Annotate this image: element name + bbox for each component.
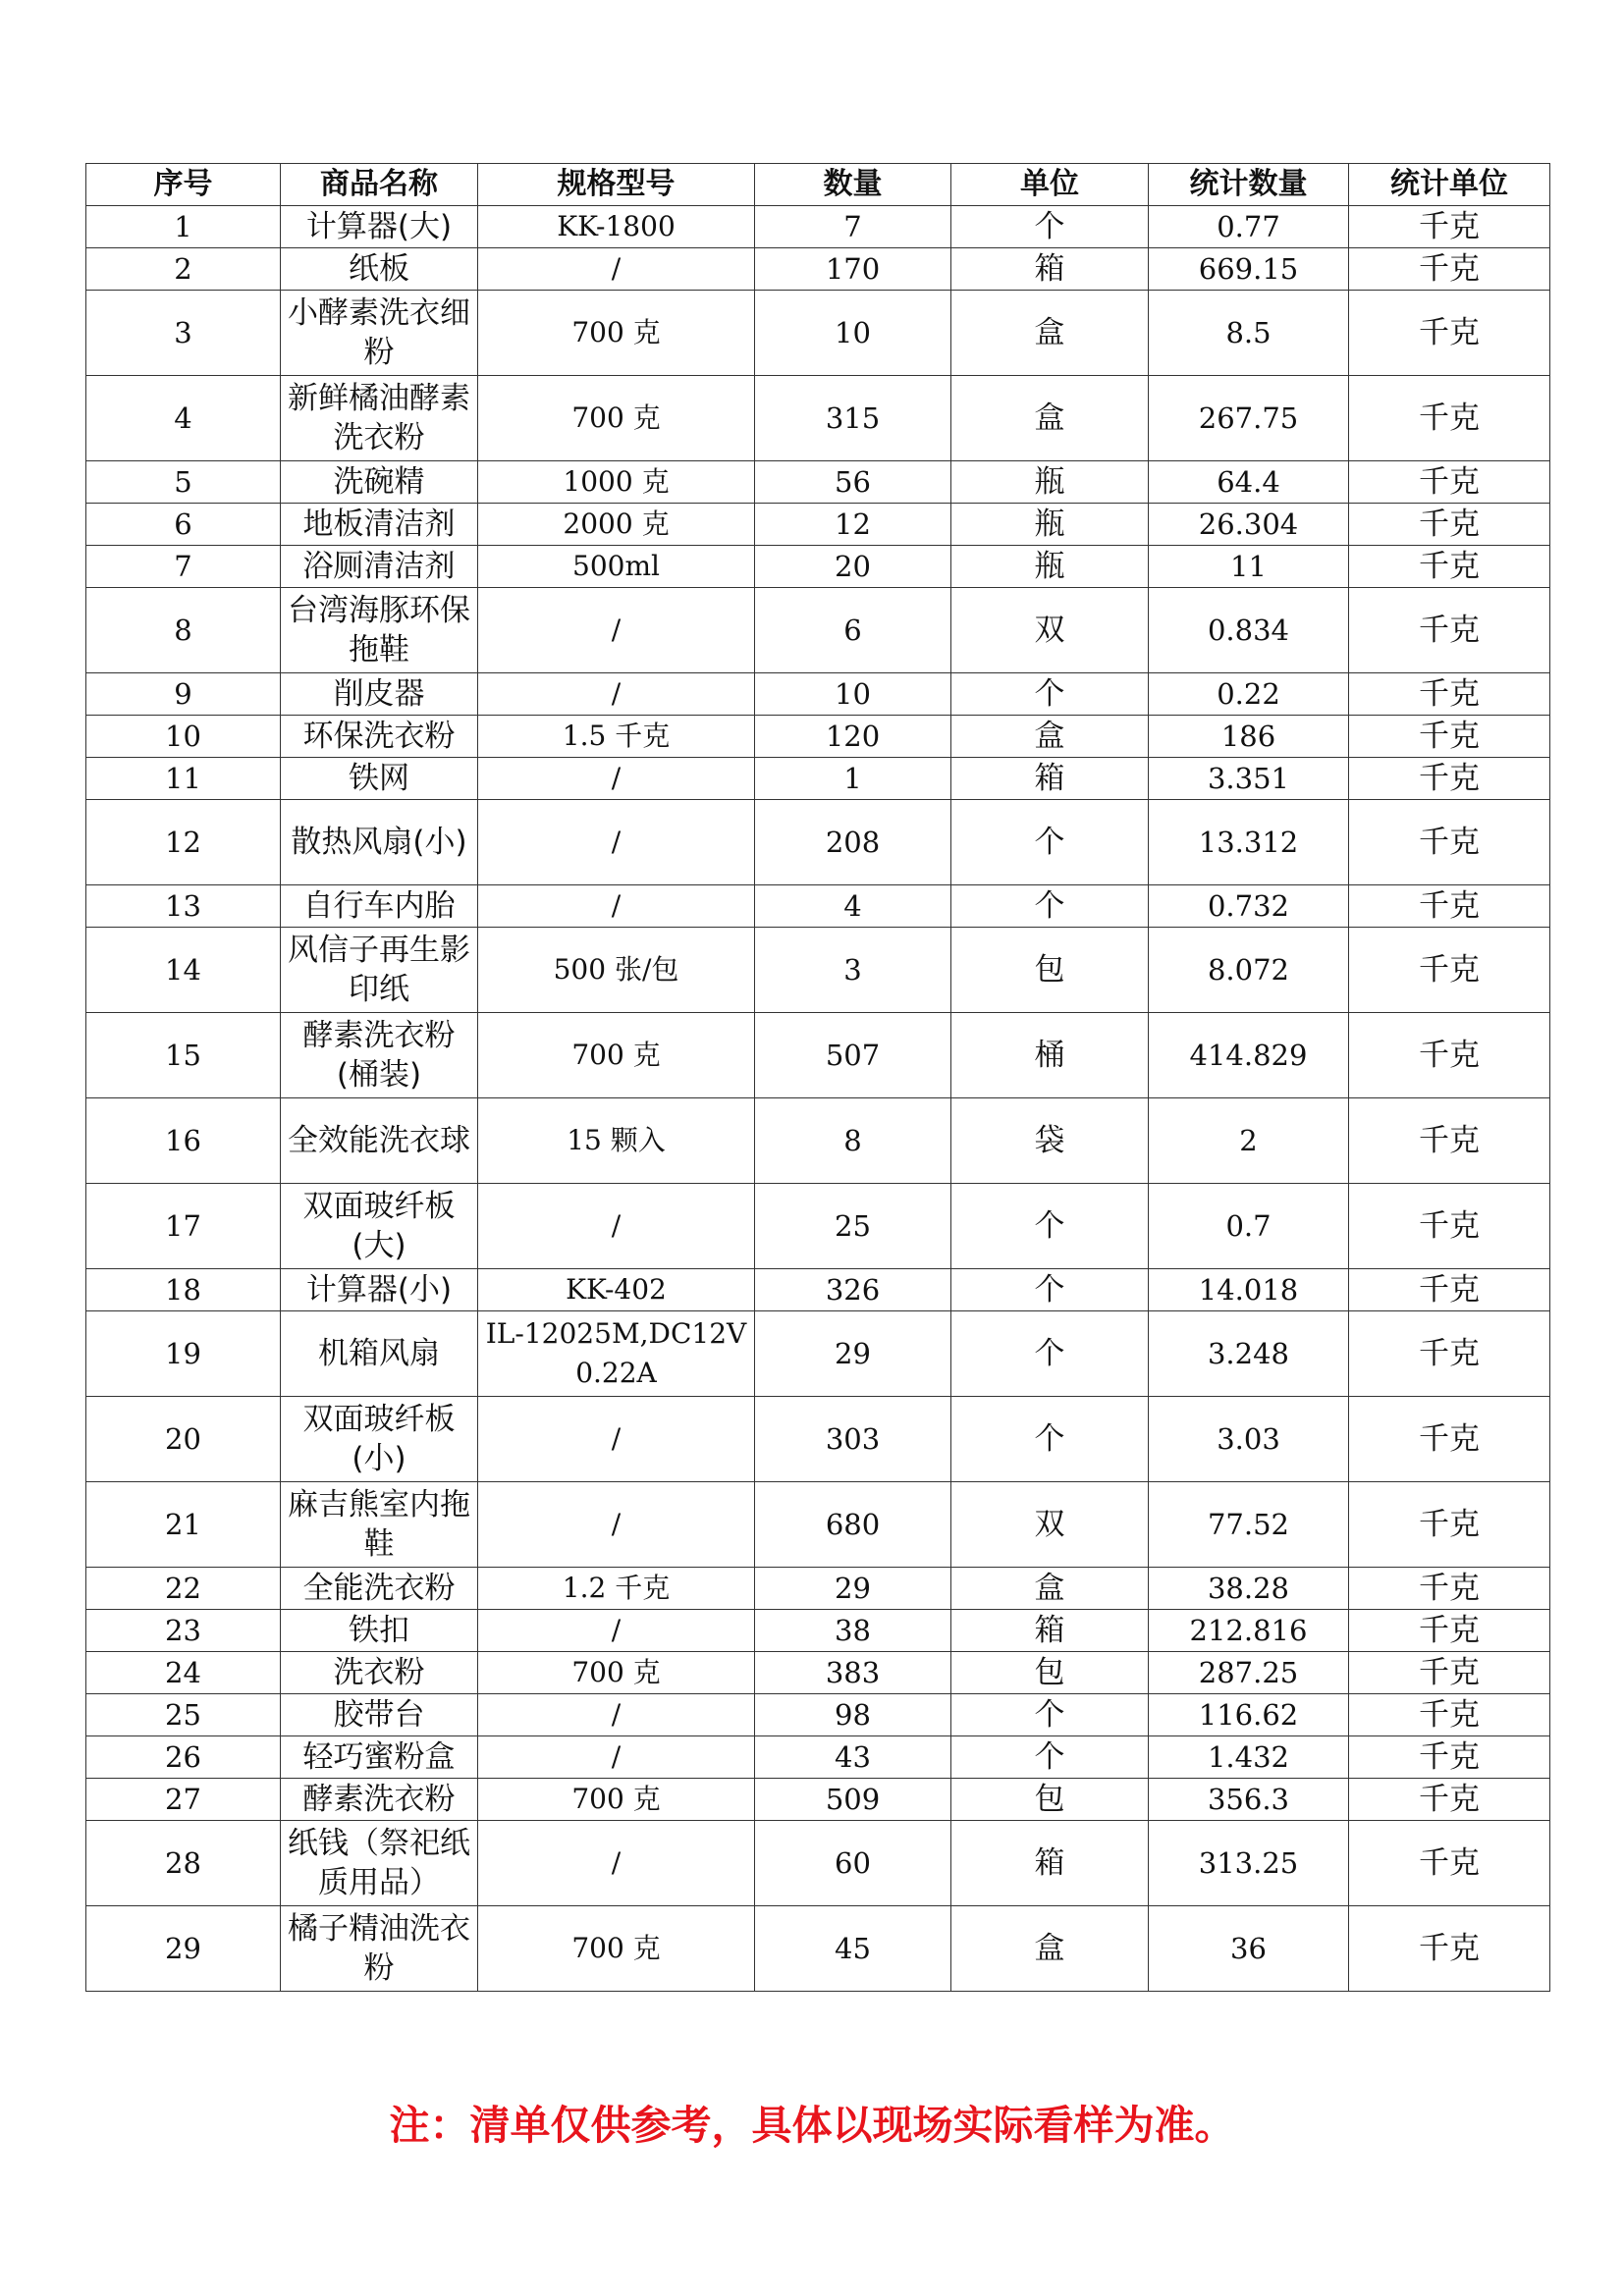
header-stat-quantity: 统计数量 xyxy=(1149,164,1349,206)
cell-serial-number: 29 xyxy=(86,1906,281,1992)
table-row xyxy=(86,248,1550,291)
table-row xyxy=(86,206,1550,248)
cell-product-name: 新鲜橘油酵素洗衣粉 xyxy=(281,376,478,461)
cell-stat-quantity: 0.77 xyxy=(1149,206,1349,248)
cell-stat-unit: 千克 xyxy=(1349,1821,1550,1906)
cell-serial-number: 2 xyxy=(86,248,281,291)
cell-serial-number: 19 xyxy=(86,1311,281,1397)
cell-spec-model: 2000 克 xyxy=(478,504,755,546)
cell-quantity: 326 xyxy=(755,1269,951,1311)
table-row xyxy=(86,673,1550,716)
cell-quantity: 60 xyxy=(755,1821,951,1906)
cell-spec-model: / xyxy=(478,1821,755,1906)
cell-product-name: 削皮器 xyxy=(281,673,478,716)
cell-spec-model: IL-12025M,DC12V 0.22A xyxy=(478,1311,755,1397)
cell-serial-number: 1 xyxy=(86,206,281,248)
cell-stat-quantity: 267.75 xyxy=(1149,376,1349,461)
cell-stat-unit: 千克 xyxy=(1349,885,1550,928)
cell-spec-model: 500ml xyxy=(478,546,755,588)
cell-spec-model: KK-402 xyxy=(478,1269,755,1311)
cell-product-name: 全效能洗衣球 xyxy=(281,1098,478,1184)
cell-unit: 箱 xyxy=(951,1610,1149,1652)
cell-serial-number: 8 xyxy=(86,588,281,673)
cell-product-name: 环保洗衣粉 xyxy=(281,716,478,758)
cell-unit: 包 xyxy=(951,928,1149,1013)
table-row xyxy=(86,1184,1550,1269)
cell-unit: 包 xyxy=(951,1652,1149,1694)
table-body xyxy=(86,206,1550,1992)
cell-quantity: 45 xyxy=(755,1906,951,1992)
cell-stat-quantity: 0.834 xyxy=(1149,588,1349,673)
table-row xyxy=(86,928,1550,1013)
cell-serial-number: 3 xyxy=(86,291,281,376)
header-stat-unit: 统计单位 xyxy=(1349,164,1550,206)
table-row xyxy=(86,1397,1550,1482)
cell-unit: 包 xyxy=(951,1779,1149,1821)
cell-quantity: 383 xyxy=(755,1652,951,1694)
cell-quantity: 507 xyxy=(755,1013,951,1098)
cell-stat-quantity: 38.28 xyxy=(1149,1568,1349,1610)
cell-serial-number: 18 xyxy=(86,1269,281,1311)
cell-quantity: 10 xyxy=(755,673,951,716)
cell-spec-model: / xyxy=(478,588,755,673)
cell-spec-model: / xyxy=(478,1694,755,1736)
reference-note: 注：清单仅供参考，具体以现场实际看样为准。 xyxy=(389,2102,1235,2149)
cell-stat-unit: 千克 xyxy=(1349,461,1550,504)
cell-stat-quantity: 356.3 xyxy=(1149,1779,1349,1821)
cell-unit: 盒 xyxy=(951,376,1149,461)
cell-quantity: 25 xyxy=(755,1184,951,1269)
cell-stat-quantity: 313.25 xyxy=(1149,1821,1349,1906)
cell-spec-model: / xyxy=(478,1736,755,1779)
cell-serial-number: 13 xyxy=(86,885,281,928)
cell-spec-model: 700 克 xyxy=(478,1906,755,1992)
cell-unit: 个 xyxy=(951,673,1149,716)
table-row xyxy=(86,291,1550,376)
cell-stat-unit: 千克 xyxy=(1349,800,1550,885)
cell-stat-quantity: 212.816 xyxy=(1149,1610,1349,1652)
cell-quantity: 20 xyxy=(755,546,951,588)
cell-stat-quantity: 1.432 xyxy=(1149,1736,1349,1779)
cell-product-name: 麻吉熊室内拖鞋 xyxy=(281,1482,478,1568)
cell-quantity: 10 xyxy=(755,291,951,376)
cell-unit: 盒 xyxy=(951,1906,1149,1992)
cell-spec-model: 700 克 xyxy=(478,291,755,376)
table-row xyxy=(86,1013,1550,1098)
header-serial-number: 序号 xyxy=(86,164,281,206)
cell-unit: 个 xyxy=(951,1736,1149,1779)
cell-spec-model: 700 克 xyxy=(478,1652,755,1694)
cell-product-name: 铁扣 xyxy=(281,1610,478,1652)
cell-quantity: 315 xyxy=(755,376,951,461)
cell-product-name: 台湾海豚环保拖鞋 xyxy=(281,588,478,673)
header-spec-model: 规格型号 xyxy=(478,164,755,206)
cell-stat-quantity: 186 xyxy=(1149,716,1349,758)
cell-product-name: 酵素洗衣粉 xyxy=(281,1779,478,1821)
cell-stat-quantity: 77.52 xyxy=(1149,1482,1349,1568)
cell-serial-number: 14 xyxy=(86,928,281,1013)
cell-unit: 瓶 xyxy=(951,504,1149,546)
cell-stat-unit: 千克 xyxy=(1349,1013,1550,1098)
cell-stat-unit: 千克 xyxy=(1349,588,1550,673)
cell-spec-model: / xyxy=(478,758,755,800)
cell-quantity: 680 xyxy=(755,1482,951,1568)
cell-product-name: 小酵素洗衣细粉 xyxy=(281,291,478,376)
table-row xyxy=(86,1568,1550,1610)
cell-serial-number: 10 xyxy=(86,716,281,758)
cell-product-name: 橘子精油洗衣粉 xyxy=(281,1906,478,1992)
inventory-sheet xyxy=(85,163,1549,1992)
cell-stat-unit: 千克 xyxy=(1349,1568,1550,1610)
cell-serial-number: 4 xyxy=(86,376,281,461)
cell-stat-quantity: 3.351 xyxy=(1149,758,1349,800)
cell-quantity: 1 xyxy=(755,758,951,800)
cell-quantity: 208 xyxy=(755,800,951,885)
cell-product-name: 自行车内胎 xyxy=(281,885,478,928)
cell-stat-quantity: 0.7 xyxy=(1149,1184,1349,1269)
cell-product-name: 洗衣粉 xyxy=(281,1652,478,1694)
cell-serial-number: 27 xyxy=(86,1779,281,1821)
cell-quantity: 43 xyxy=(755,1736,951,1779)
cell-stat-unit: 千克 xyxy=(1349,1652,1550,1694)
cell-serial-number: 20 xyxy=(86,1397,281,1482)
cell-stat-unit: 千克 xyxy=(1349,1269,1550,1311)
cell-serial-number: 15 xyxy=(86,1013,281,1098)
cell-stat-quantity: 8.5 xyxy=(1149,291,1349,376)
table-row xyxy=(86,1736,1550,1779)
cell-product-name: 洗碗精 xyxy=(281,461,478,504)
table-row xyxy=(86,1779,1550,1821)
cell-quantity: 509 xyxy=(755,1779,951,1821)
table-row xyxy=(86,716,1550,758)
cell-stat-quantity: 14.018 xyxy=(1149,1269,1349,1311)
cell-product-name: 机箱风扇 xyxy=(281,1311,478,1397)
cell-unit: 双 xyxy=(951,1482,1149,1568)
table-row xyxy=(86,1906,1550,1992)
cell-product-name: 计算器(大) xyxy=(281,206,478,248)
cell-unit: 盒 xyxy=(951,1568,1149,1610)
cell-quantity: 8 xyxy=(755,1098,951,1184)
cell-quantity: 56 xyxy=(755,461,951,504)
table-row xyxy=(86,546,1550,588)
inventory-table xyxy=(85,163,1550,1992)
cell-stat-unit: 千克 xyxy=(1349,1098,1550,1184)
cell-stat-unit: 千克 xyxy=(1349,1779,1550,1821)
cell-quantity: 170 xyxy=(755,248,951,291)
cell-stat-unit: 千克 xyxy=(1349,928,1550,1013)
cell-quantity: 3 xyxy=(755,928,951,1013)
cell-stat-unit: 千克 xyxy=(1349,1736,1550,1779)
cell-unit: 个 xyxy=(951,1184,1149,1269)
cell-unit: 箱 xyxy=(951,1821,1149,1906)
cell-spec-model: / xyxy=(478,1610,755,1652)
cell-stat-unit: 千克 xyxy=(1349,716,1550,758)
cell-serial-number: 6 xyxy=(86,504,281,546)
cell-serial-number: 26 xyxy=(86,1736,281,1779)
cell-stat-quantity: 116.62 xyxy=(1149,1694,1349,1736)
cell-product-name: 纸板 xyxy=(281,248,478,291)
cell-product-name: 风信子再生影印纸 xyxy=(281,928,478,1013)
cell-unit: 袋 xyxy=(951,1098,1149,1184)
table-row xyxy=(86,758,1550,800)
cell-serial-number: 17 xyxy=(86,1184,281,1269)
cell-unit: 个 xyxy=(951,1311,1149,1397)
cell-quantity: 4 xyxy=(755,885,951,928)
cell-stat-quantity: 13.312 xyxy=(1149,800,1349,885)
cell-product-name: 轻巧蜜粉盒 xyxy=(281,1736,478,1779)
table-row xyxy=(86,1652,1550,1694)
cell-stat-unit: 千克 xyxy=(1349,291,1550,376)
cell-serial-number: 24 xyxy=(86,1652,281,1694)
cell-stat-quantity: 64.4 xyxy=(1149,461,1349,504)
cell-stat-quantity: 414.829 xyxy=(1149,1013,1349,1098)
cell-stat-quantity: 3.248 xyxy=(1149,1311,1349,1397)
cell-unit: 个 xyxy=(951,1269,1149,1311)
cell-quantity: 120 xyxy=(755,716,951,758)
table-row xyxy=(86,504,1550,546)
cell-quantity: 38 xyxy=(755,1610,951,1652)
table-row xyxy=(86,461,1550,504)
cell-stat-unit: 千克 xyxy=(1349,504,1550,546)
cell-stat-quantity: 11 xyxy=(1149,546,1349,588)
cell-product-name: 酵素洗衣粉(桶装) xyxy=(281,1013,478,1098)
header-product-name: 商品名称 xyxy=(281,164,478,206)
cell-spec-model: 1.5 千克 xyxy=(478,716,755,758)
cell-stat-unit: 千克 xyxy=(1349,1184,1550,1269)
table-row xyxy=(86,588,1550,673)
cell-stat-quantity: 36 xyxy=(1149,1906,1349,1992)
cell-product-name: 铁网 xyxy=(281,758,478,800)
cell-unit: 桶 xyxy=(951,1013,1149,1098)
cell-product-name: 散热风扇(小) xyxy=(281,800,478,885)
cell-stat-unit: 千克 xyxy=(1349,546,1550,588)
cell-serial-number: 23 xyxy=(86,1610,281,1652)
cell-product-name: 双面玻纤板(小) xyxy=(281,1397,478,1482)
cell-product-name: 计算器(小) xyxy=(281,1269,478,1311)
table-header-row xyxy=(86,164,1550,206)
table-row xyxy=(86,1694,1550,1736)
cell-spec-model: / xyxy=(478,248,755,291)
cell-unit: 箱 xyxy=(951,758,1149,800)
cell-stat-unit: 千克 xyxy=(1349,1397,1550,1482)
cell-serial-number: 22 xyxy=(86,1568,281,1610)
cell-serial-number: 9 xyxy=(86,673,281,716)
cell-stat-quantity: 26.304 xyxy=(1149,504,1349,546)
table-row xyxy=(86,885,1550,928)
cell-spec-model: / xyxy=(478,885,755,928)
cell-stat-quantity: 669.15 xyxy=(1149,248,1349,291)
cell-serial-number: 5 xyxy=(86,461,281,504)
cell-unit: 个 xyxy=(951,1694,1149,1736)
cell-stat-quantity: 287.25 xyxy=(1149,1652,1349,1694)
cell-product-name: 地板清洁剂 xyxy=(281,504,478,546)
cell-unit: 个 xyxy=(951,885,1149,928)
cell-stat-quantity: 3.03 xyxy=(1149,1397,1349,1482)
cell-serial-number: 21 xyxy=(86,1482,281,1568)
cell-stat-quantity: 0.22 xyxy=(1149,673,1349,716)
cell-unit: 瓶 xyxy=(951,546,1149,588)
table-row xyxy=(86,800,1550,885)
cell-unit: 盒 xyxy=(951,291,1149,376)
cell-spec-model: / xyxy=(478,673,755,716)
cell-spec-model: 1000 克 xyxy=(478,461,755,504)
cell-product-name: 全能洗衣粉 xyxy=(281,1568,478,1610)
cell-spec-model: KK-1800 xyxy=(478,206,755,248)
cell-unit: 盒 xyxy=(951,716,1149,758)
cell-stat-unit: 千克 xyxy=(1349,1906,1550,1992)
cell-stat-quantity: 0.732 xyxy=(1149,885,1349,928)
cell-unit: 个 xyxy=(951,206,1149,248)
cell-spec-model: 15 颗入 xyxy=(478,1098,755,1184)
cell-stat-unit: 千克 xyxy=(1349,673,1550,716)
table-row xyxy=(86,1821,1550,1906)
cell-serial-number: 28 xyxy=(86,1821,281,1906)
cell-unit: 箱 xyxy=(951,248,1149,291)
cell-serial-number: 16 xyxy=(86,1098,281,1184)
cell-quantity: 29 xyxy=(755,1311,951,1397)
cell-spec-model: / xyxy=(478,1397,755,1482)
header-unit: 单位 xyxy=(951,164,1149,206)
cell-product-name: 浴厕清洁剂 xyxy=(281,546,478,588)
cell-spec-model: 1.2 千克 xyxy=(478,1568,755,1610)
cell-quantity: 98 xyxy=(755,1694,951,1736)
cell-stat-unit: 千克 xyxy=(1349,1610,1550,1652)
cell-stat-unit: 千克 xyxy=(1349,1311,1550,1397)
cell-serial-number: 25 xyxy=(86,1694,281,1736)
cell-serial-number: 7 xyxy=(86,546,281,588)
cell-quantity: 6 xyxy=(755,588,951,673)
cell-serial-number: 12 xyxy=(86,800,281,885)
cell-spec-model: / xyxy=(478,1184,755,1269)
table-row xyxy=(86,1610,1550,1652)
cell-stat-unit: 千克 xyxy=(1349,376,1550,461)
cell-spec-model: 700 克 xyxy=(478,1779,755,1821)
cell-quantity: 303 xyxy=(755,1397,951,1482)
cell-spec-model: / xyxy=(478,1482,755,1568)
cell-quantity: 12 xyxy=(755,504,951,546)
cell-stat-quantity: 8.072 xyxy=(1149,928,1349,1013)
cell-stat-unit: 千克 xyxy=(1349,1482,1550,1568)
cell-stat-unit: 千克 xyxy=(1349,1694,1550,1736)
header-quantity: 数量 xyxy=(755,164,951,206)
cell-spec-model: 700 克 xyxy=(478,376,755,461)
cell-unit: 个 xyxy=(951,800,1149,885)
cell-stat-unit: 千克 xyxy=(1349,206,1550,248)
table-row xyxy=(86,1311,1550,1397)
cell-stat-unit: 千克 xyxy=(1349,758,1550,800)
cell-serial-number: 11 xyxy=(86,758,281,800)
cell-quantity: 29 xyxy=(755,1568,951,1610)
cell-product-name: 胶带台 xyxy=(281,1694,478,1736)
cell-spec-model: / xyxy=(478,800,755,885)
cell-spec-model: 500 张/包 xyxy=(478,928,755,1013)
table-row xyxy=(86,1482,1550,1568)
table-row xyxy=(86,1269,1550,1311)
table-row xyxy=(86,376,1550,461)
cell-stat-quantity: 2 xyxy=(1149,1098,1349,1184)
table-row xyxy=(86,1098,1550,1184)
cell-spec-model: 700 克 xyxy=(478,1013,755,1098)
cell-unit: 瓶 xyxy=(951,461,1149,504)
cell-stat-unit: 千克 xyxy=(1349,248,1550,291)
cell-unit: 个 xyxy=(951,1397,1149,1482)
cell-unit: 双 xyxy=(951,588,1149,673)
cell-product-name: 纸钱（祭祀纸质用品） xyxy=(281,1821,478,1906)
cell-quantity: 7 xyxy=(755,206,951,248)
cell-product-name: 双面玻纤板(大) xyxy=(281,1184,478,1269)
